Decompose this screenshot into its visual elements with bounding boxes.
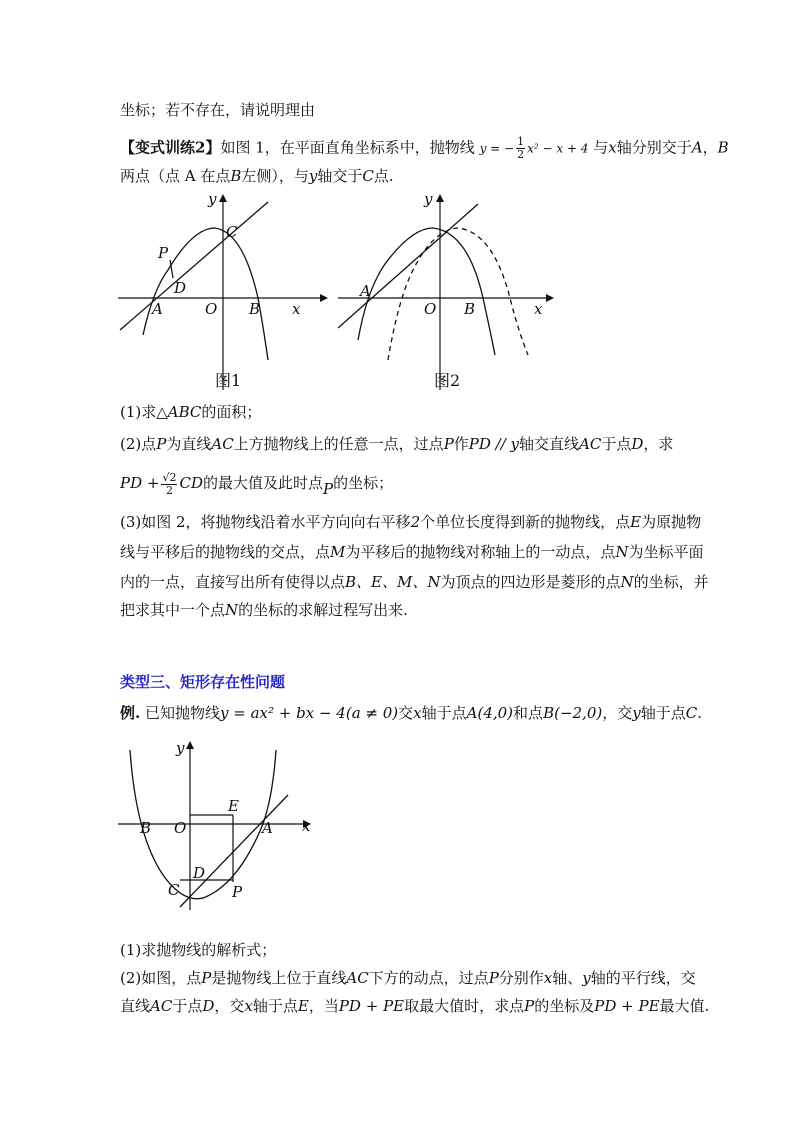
- label-x: x: [302, 817, 311, 835]
- label-o: O: [205, 300, 218, 318]
- figure-2-caption: 图2: [434, 371, 461, 390]
- question-2-line-2: PD + $\frac{√2}{2}$ CD的最大值及此时点P的坐标；: [120, 470, 394, 498]
- question-1: (1)求△ABC的面积；: [120, 403, 262, 421]
- label-b: B: [140, 819, 152, 837]
- label-y: y: [176, 739, 185, 757]
- label-o: O: [424, 300, 437, 318]
- line-ac: [338, 204, 478, 328]
- y-axis-arrow: [219, 194, 227, 202]
- figure-2-svg: [338, 190, 556, 395]
- figure-2: [338, 190, 556, 395]
- example-question-1: (1)求抛物线的解析式；: [120, 941, 277, 959]
- y-axis-arrow: [186, 741, 194, 749]
- line-ac: [120, 202, 268, 330]
- shifted-parabola: [388, 228, 528, 360]
- label-o: O: [174, 819, 187, 837]
- label-c: C: [168, 881, 180, 899]
- label-c: C: [226, 223, 238, 241]
- variant-line-1: 【变式训练2】如图 1，在平面直角坐标系中，抛物线 y = − $\frac{1}{2}$ x² − x + 4 与x轴分别交于A，B: [120, 135, 729, 161]
- sqrt-fraction: $\frac{√2}{2}$: [162, 470, 177, 497]
- label-x: x: [292, 300, 301, 318]
- figure-3: [118, 735, 318, 915]
- y-axis-arrow: [436, 194, 444, 202]
- label-p: P: [232, 883, 243, 901]
- x-axis-arrow: [320, 294, 328, 302]
- question-3-line-1: (3)如图 2，将抛物线沿着水平方向向右平移2个单位长度得到新的抛物线，点E为原抛物: [120, 513, 702, 531]
- example-tag: 例.: [120, 704, 141, 722]
- figure-1: [118, 190, 328, 395]
- variant-line-2: 两点（点 A 在点B左侧），与y轴交于C点.: [120, 167, 394, 185]
- label-a: A: [360, 282, 371, 300]
- label-e: E: [228, 797, 239, 815]
- example-question-2-line-2: 直线AC于点D，交x轴于点E，当PD + PE取最大值时，求点P的坐标及PD + PE最大值.: [120, 997, 710, 1015]
- question-3-line-3: 内的一点，直接写出所有使得以点B、E、M、N为顶点的四边形是菱形的点N的坐标，并: [120, 573, 709, 591]
- variant-tag: 【变式训练2】: [120, 138, 221, 157]
- label-d: D: [193, 864, 206, 882]
- example-line: 例. 已知抛物线y = ax² + bx − 4(a ≠ 0)交x轴于点A(4,0)和点B(−2,0)，交y轴于点C.: [120, 704, 702, 722]
- question-2-line-1: (2)点P为直线AC上方抛物线上的任意一点，过点P作PD // y轴交直线AC于点D，求: [120, 435, 674, 453]
- question-3-line-4: 把求其中一个点N的坐标的求解过程写出来.: [120, 601, 408, 619]
- label-x: x: [534, 300, 543, 318]
- x-axis-arrow: [546, 294, 554, 302]
- label-a: A: [262, 819, 273, 837]
- label-y: y: [424, 190, 433, 208]
- previous-text-tail: 坐标；若不存在，请说明理由: [120, 101, 316, 119]
- label-d: D: [174, 279, 187, 297]
- figure-1-svg: [118, 190, 328, 395]
- label-b: B: [464, 300, 476, 318]
- label-y: y: [208, 190, 217, 208]
- fraction: $\frac{1}{2}$: [517, 135, 525, 161]
- label-p: P: [158, 244, 169, 262]
- section-heading: 类型三、矩形存在性问题: [120, 673, 286, 691]
- figure-1-caption: 图1: [215, 371, 242, 390]
- example-question-2-line-1: (2)如图，点P是抛物线上位于直线AC下方的动点，过点P分别作x轴、y轴的平行线，交: [120, 969, 696, 987]
- question-3-line-2: 线与平移后的抛物线的交点，点M为平移后的抛物线对称轴上的一动点，点N为坐标平面: [120, 543, 704, 561]
- label-a: A: [152, 300, 163, 318]
- label-b: B: [249, 300, 261, 318]
- figure-3-svg: [118, 735, 318, 915]
